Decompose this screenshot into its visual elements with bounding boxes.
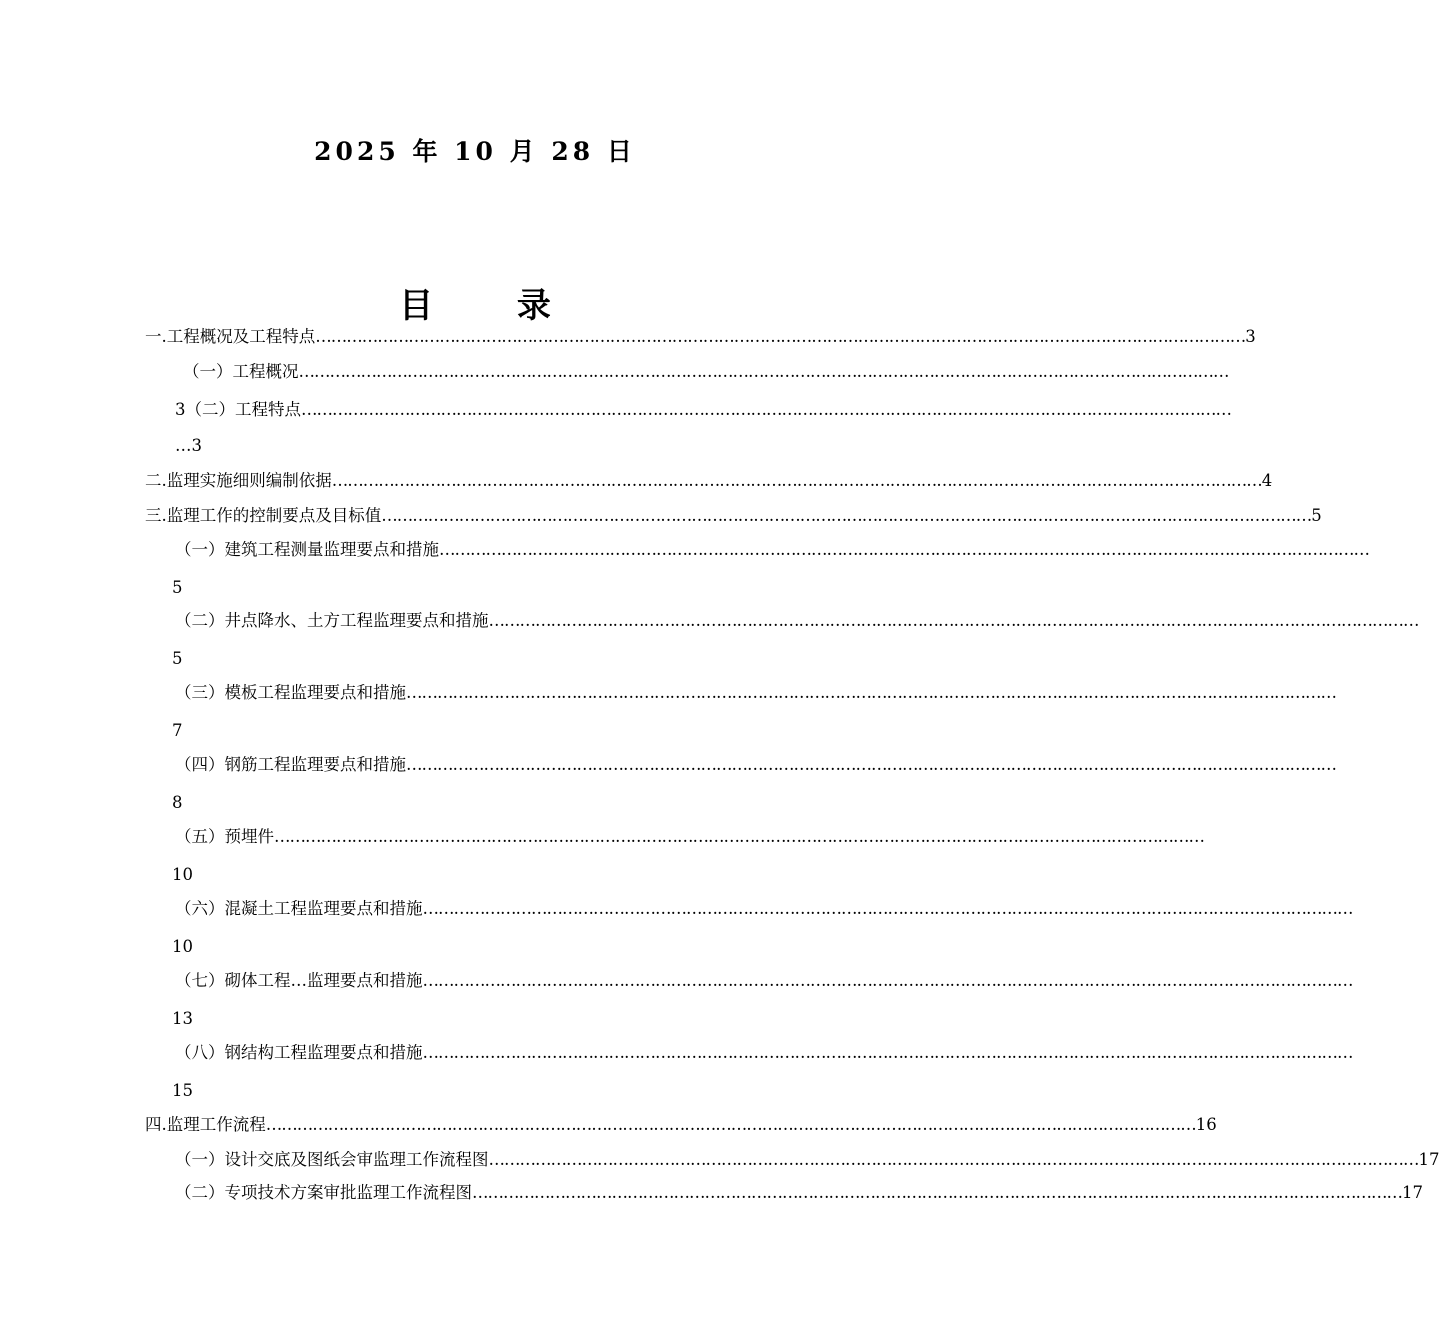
toc-entry-text: 四.监理工作流程 [145,1115,266,1134]
dot-leader: ……………………………………………………………………………………………………………………………………………………………… [301,400,1231,419]
toc-entry[interactable] [145,504,1322,528]
toc-entry-text: （四）钢筋工程监理要点和措施 [175,755,406,774]
dot-leader: ……………………………………………………………………………………………………………………………………………………………… [406,683,1336,702]
toc-entry-text: （六）混凝土工程监理要点和措施 [175,899,423,918]
toc-entry[interactable] [145,325,1256,349]
toc-entry-continuation: 13 [172,1009,193,1028]
toc-entry-text: （五）预埋件 [175,827,274,846]
toc-entry[interactable] [175,753,1336,777]
toc-entry-continuation: 10 [172,865,193,884]
toc-entry-page: 3 [1245,327,1256,346]
dot-leader: ……………………………………………………………………………………………………………………………………………………………… [488,1150,1419,1169]
dot-leader: ……………………………………………………………………………………………………………………………………………………………… [439,540,1369,559]
toc-entry[interactable] [175,969,1353,993]
toc-entry-page: 4 [1261,471,1273,490]
toc-entry[interactable] [175,825,1204,849]
toc-entry[interactable] [175,609,1419,633]
dot-leader: ……………………………………………………………………………………………………………………………………………………………… [331,471,1262,490]
toc-entry-text: 3（二）工程特点 [175,400,301,419]
toc-entry-text: （三）模板工程监理要点和措施 [175,683,406,702]
toc-entry-page: 5 [1311,506,1322,525]
toc-entry-continuation: 15 [172,1081,193,1100]
dot-leader: ……………………………………………………………………………………………………………………………………………………………… [315,327,1246,346]
toc-entry-continuation: …3 [175,436,202,455]
toc-title: 目 录 [399,286,587,326]
dot-leader: ……………………………………………………………………………………………………………………………………………………………… [381,506,1312,525]
dot-leader: ……………………………………………………………………………………………………………………………………………………………… [274,827,1204,846]
toc-entry-continuation: 5 [172,578,183,597]
toc-entry-text: 三.监理工作的控制要点及目标值 [145,506,382,525]
toc-entry[interactable] [175,1181,1423,1205]
toc-entry-text: （二）井点降水、土方工程监理要点和措施 [175,611,489,630]
dot-leader: ……………………………………………………………………………………………………………………………………………………………… [472,1183,1402,1202]
dot-leader: ……………………………………………………………………………………………………………………………………………………………… [298,362,1229,381]
toc-entry[interactable] [175,398,1231,422]
dot-leader: ……………………………………………………………………………………………………………………………………………………………… [422,899,1353,918]
toc-entry-page: 17 [1402,1183,1423,1202]
toc-entry[interactable] [175,1041,1353,1065]
document-date: 2025 年 10 月 28 日 [314,137,636,166]
toc-entry[interactable] [175,538,1369,562]
toc-entry-continuation: 10 [172,937,193,956]
dot-leader: ……………………………………………………………………………………………………………………………………………………………… [422,971,1353,990]
dot-leader: ……………………………………………………………………………………………………………………………………………………………… [422,1043,1353,1062]
toc-entry-text: （一）工程概况 [183,362,299,381]
toc-entry-text: （一）建筑工程测量监理要点和措施 [175,540,439,559]
toc-entry-text: （二）专项技术方案审批监理工作流程图 [175,1183,472,1202]
toc-entry[interactable] [175,897,1353,921]
toc-entry-continuation: 7 [172,721,183,740]
dot-leader: ……………………………………………………………………………………………………………………………………………………………… [265,1115,1196,1134]
toc-entry-page: 17 [1418,1150,1440,1169]
dot-leader: ……………………………………………………………………………………………………………………………………………………………… [406,755,1336,774]
toc-entry-text: 一.工程概况及工程特点 [145,327,316,346]
toc-entry[interactable] [175,681,1336,705]
toc-entry[interactable] [145,1113,1217,1137]
dot-leader: ……………………………………………………………………………………………………………………………………………………………… [488,611,1419,630]
toc-entry[interactable] [183,360,1229,384]
toc-entry-text: （一）设计交底及图纸会审监理工作流程图 [175,1150,489,1169]
toc-entry-page: 16 [1195,1115,1217,1134]
toc-entry-continuation: 5 [172,649,183,668]
toc-entry-text: 二.监理实施细则编制依据 [145,471,332,490]
toc-entry-text: （八）钢结构工程监理要点和措施 [175,1043,423,1062]
toc-entry[interactable] [175,1148,1440,1172]
toc-entry-continuation: 8 [172,793,183,812]
toc-entry-text: （七）砌体工程…监理要点和措施 [175,971,423,990]
toc-entry[interactable] [145,469,1273,493]
